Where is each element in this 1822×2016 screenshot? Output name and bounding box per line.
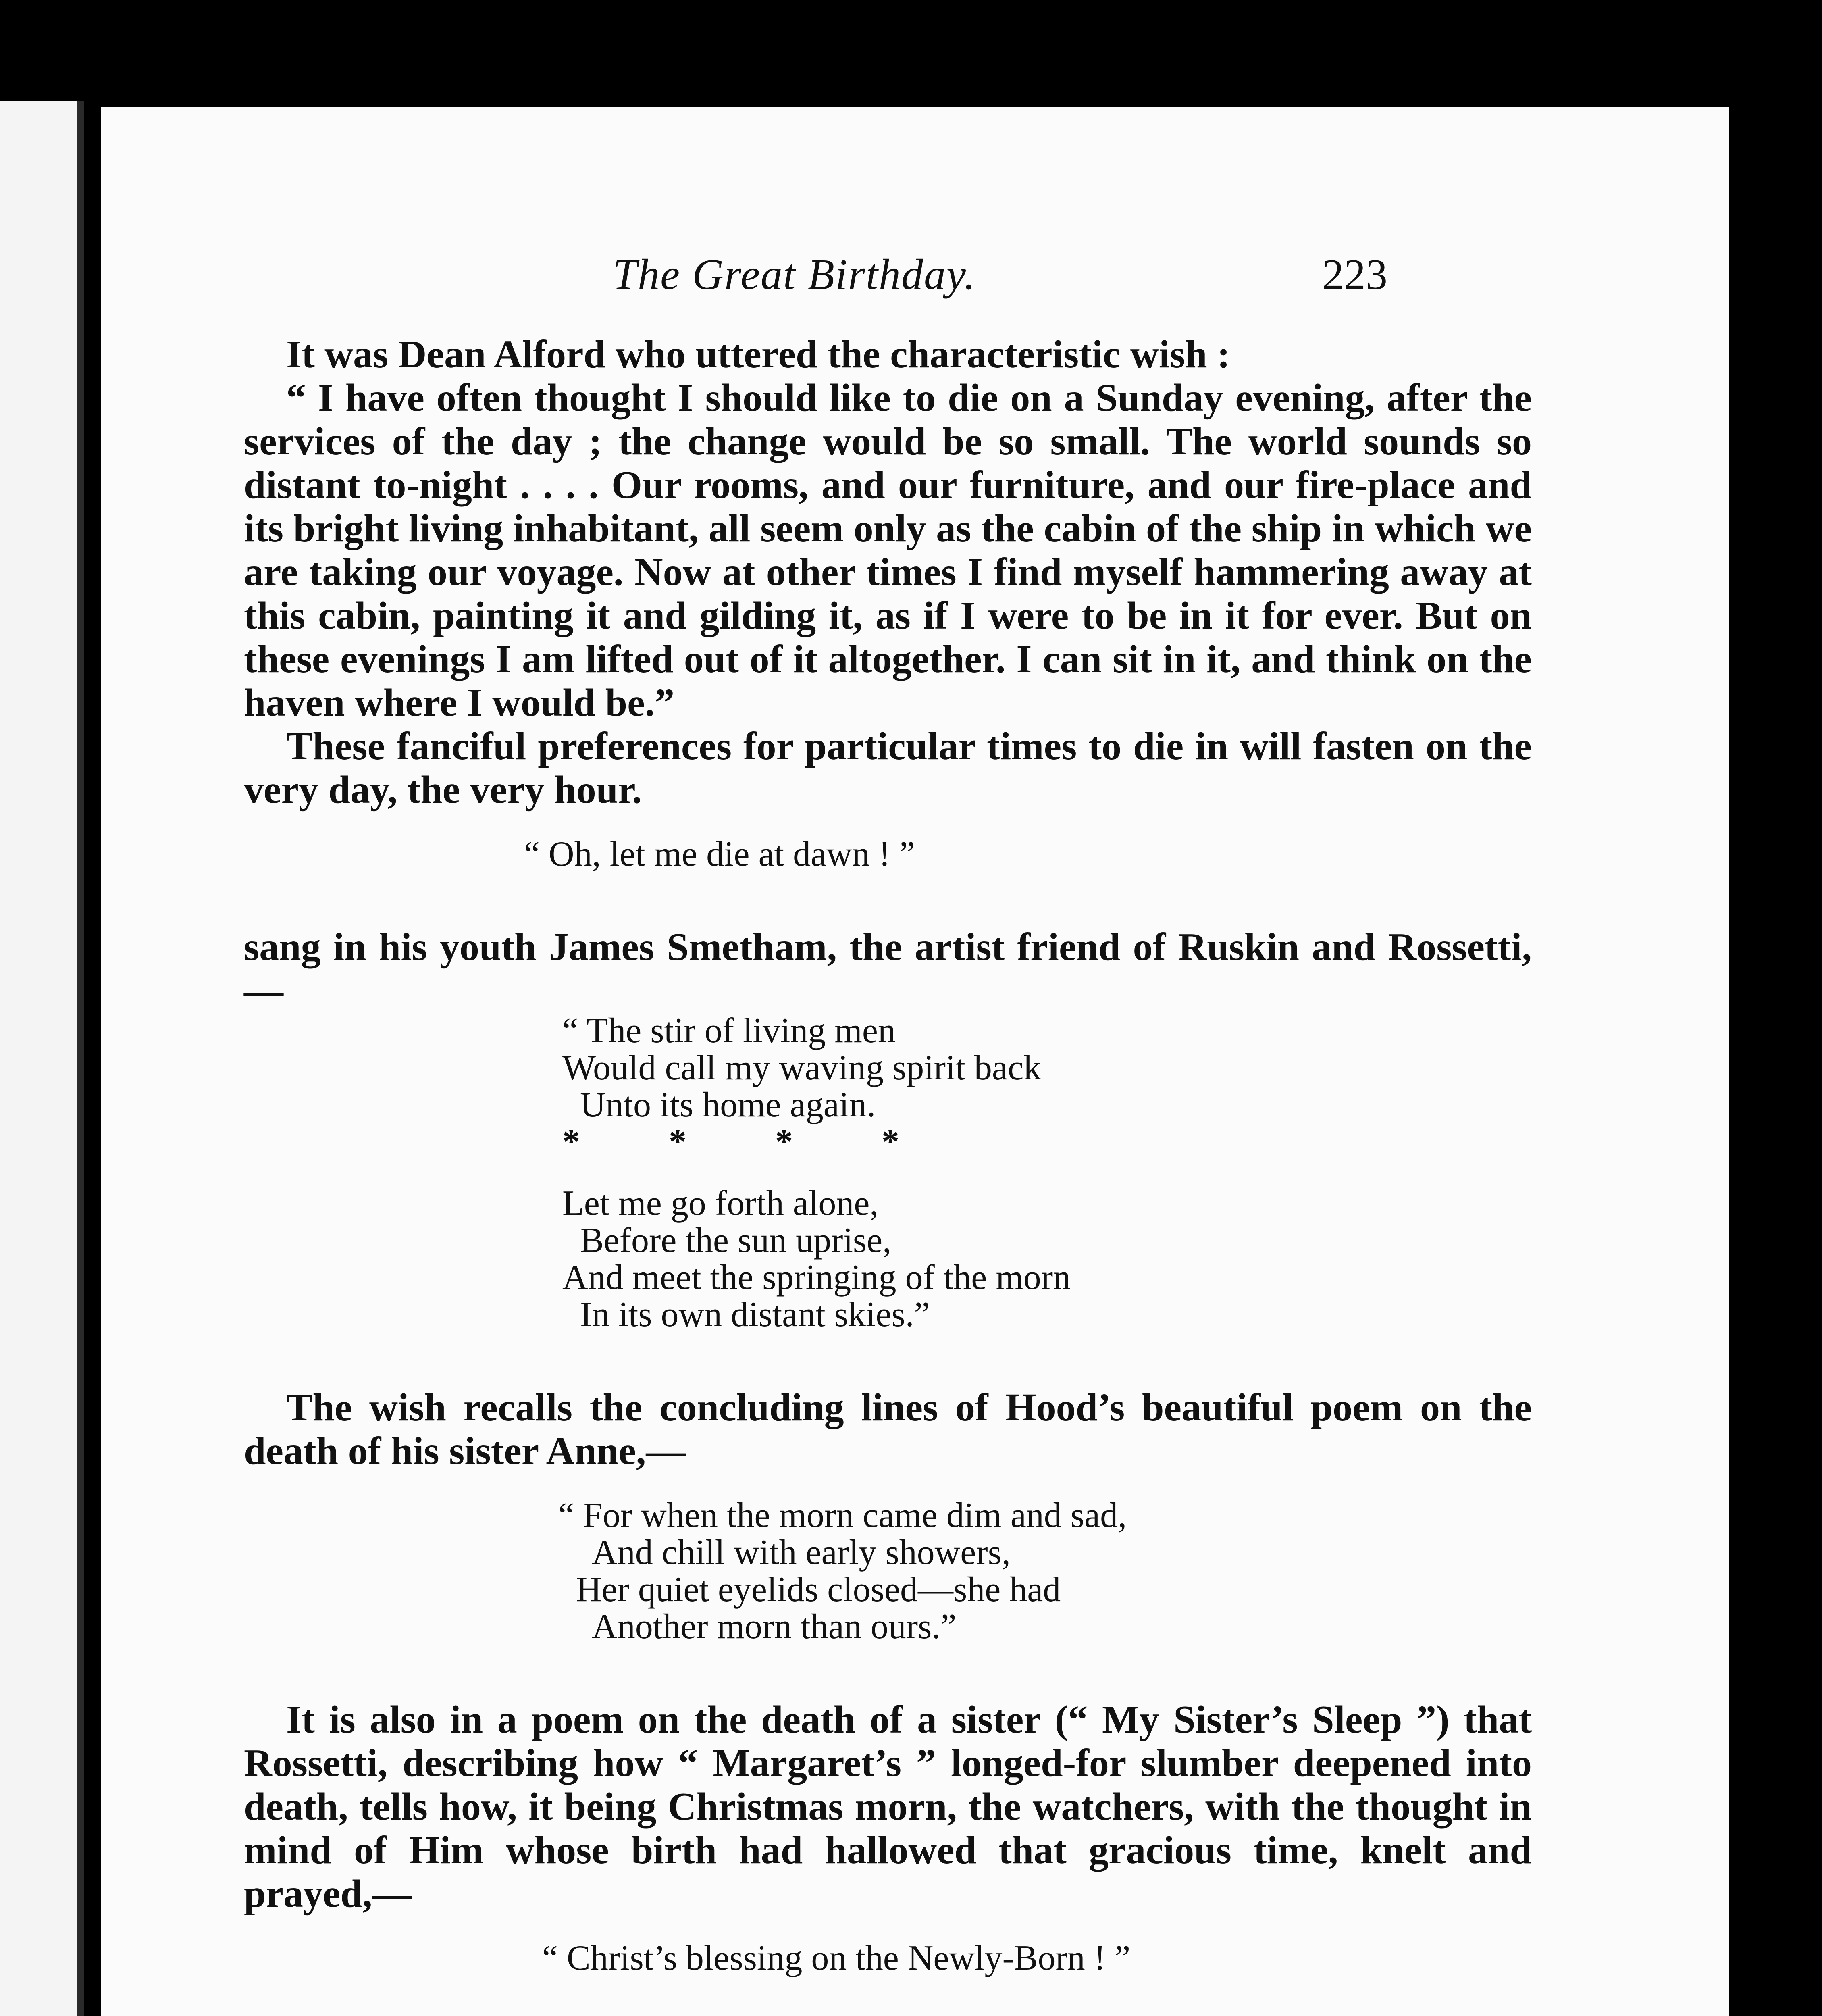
verse-line: Another morn than ours.”: [558, 1607, 957, 1646]
paragraph-2-quote: “ I have often thought I should like to die on a Sunday evening, after the services of the day ; the change would be so small. The world sounds so distant to-night . . . . Our rooms, and our furniture, and our fire-place and its bright living inhabitant, all seem only as the cabin of the ship in which we are taking our voyage. Now at other times I find myself hammering away at this cabin, painting it and gilding it, as if I were to be in it for ever. But on these evenings I am lifted out of it altogether. I can sit in it, and think on the haven where I would be.”: [244, 376, 1532, 725]
verse-line: “ Oh, let me die at dawn ! ”: [524, 835, 915, 874]
running-head: [101, 250, 1729, 314]
verse-line: “ The stir of living men: [562, 1011, 896, 1050]
verse-1: [524, 836, 1532, 873]
verse-line: Would call my waving spirit back: [562, 1048, 1041, 1087]
verse-line: “ For when the morn came dim and sad,: [558, 1496, 1127, 1535]
verse-5: [542, 1940, 1532, 1977]
paragraph-6: It is also in a poem on the death of a sister (“ My Sister’s Sleep ”) that Rossetti, describing how “ Margaret’s ” longed-for slumber deepened into death, tells how, it being Christmas morn, the watchers, with the thought in mind of Him whose birth had hallowed that gracious time, knelt and prayed,—: [244, 1698, 1532, 1916]
verse-line: And meet the springing of the morn: [562, 1258, 1071, 1297]
verse-line: “ Christ’s blessing on the Newly-Born ! ”: [542, 1939, 1131, 1978]
verse-line: Before the sun uprise,: [562, 1221, 892, 1260]
page-number: 223: [1322, 251, 1387, 299]
paragraph-1: It was Dean Alford who uttered the characteristic wish :: [286, 333, 1230, 376]
verse-separator: * * * *: [562, 1123, 899, 1162]
verse-line: In its own distant skies.”: [562, 1295, 930, 1334]
paragraph-4: sang in his youth James Smetham, the artist friend of Ruskin and Rossetti,—: [244, 925, 1532, 1012]
verse-2: [562, 1012, 1532, 1333]
verse-line: And chill with early showers,: [558, 1533, 1011, 1572]
page-body: [244, 333, 1532, 2016]
running-head-title: The Great Birthday.: [613, 251, 976, 299]
verse-line: Unto its home again.: [562, 1085, 876, 1125]
paragraph-3: These fanciful preferences for particular times to die in will fasten on the very day, the very hour.: [244, 725, 1532, 812]
verse-line: Let me go forth alone,: [562, 1184, 879, 1223]
left-page-edge: [0, 101, 84, 2016]
verse-4: [558, 1497, 1532, 1645]
book-page: [101, 107, 1729, 2016]
paragraph-5: The wish recalls the concluding lines of Hood’s beautiful poem on the death of his sister Anne,—: [244, 1386, 1532, 1473]
verse-line: Her quiet eyelids closed—she had: [558, 1570, 1061, 1609]
